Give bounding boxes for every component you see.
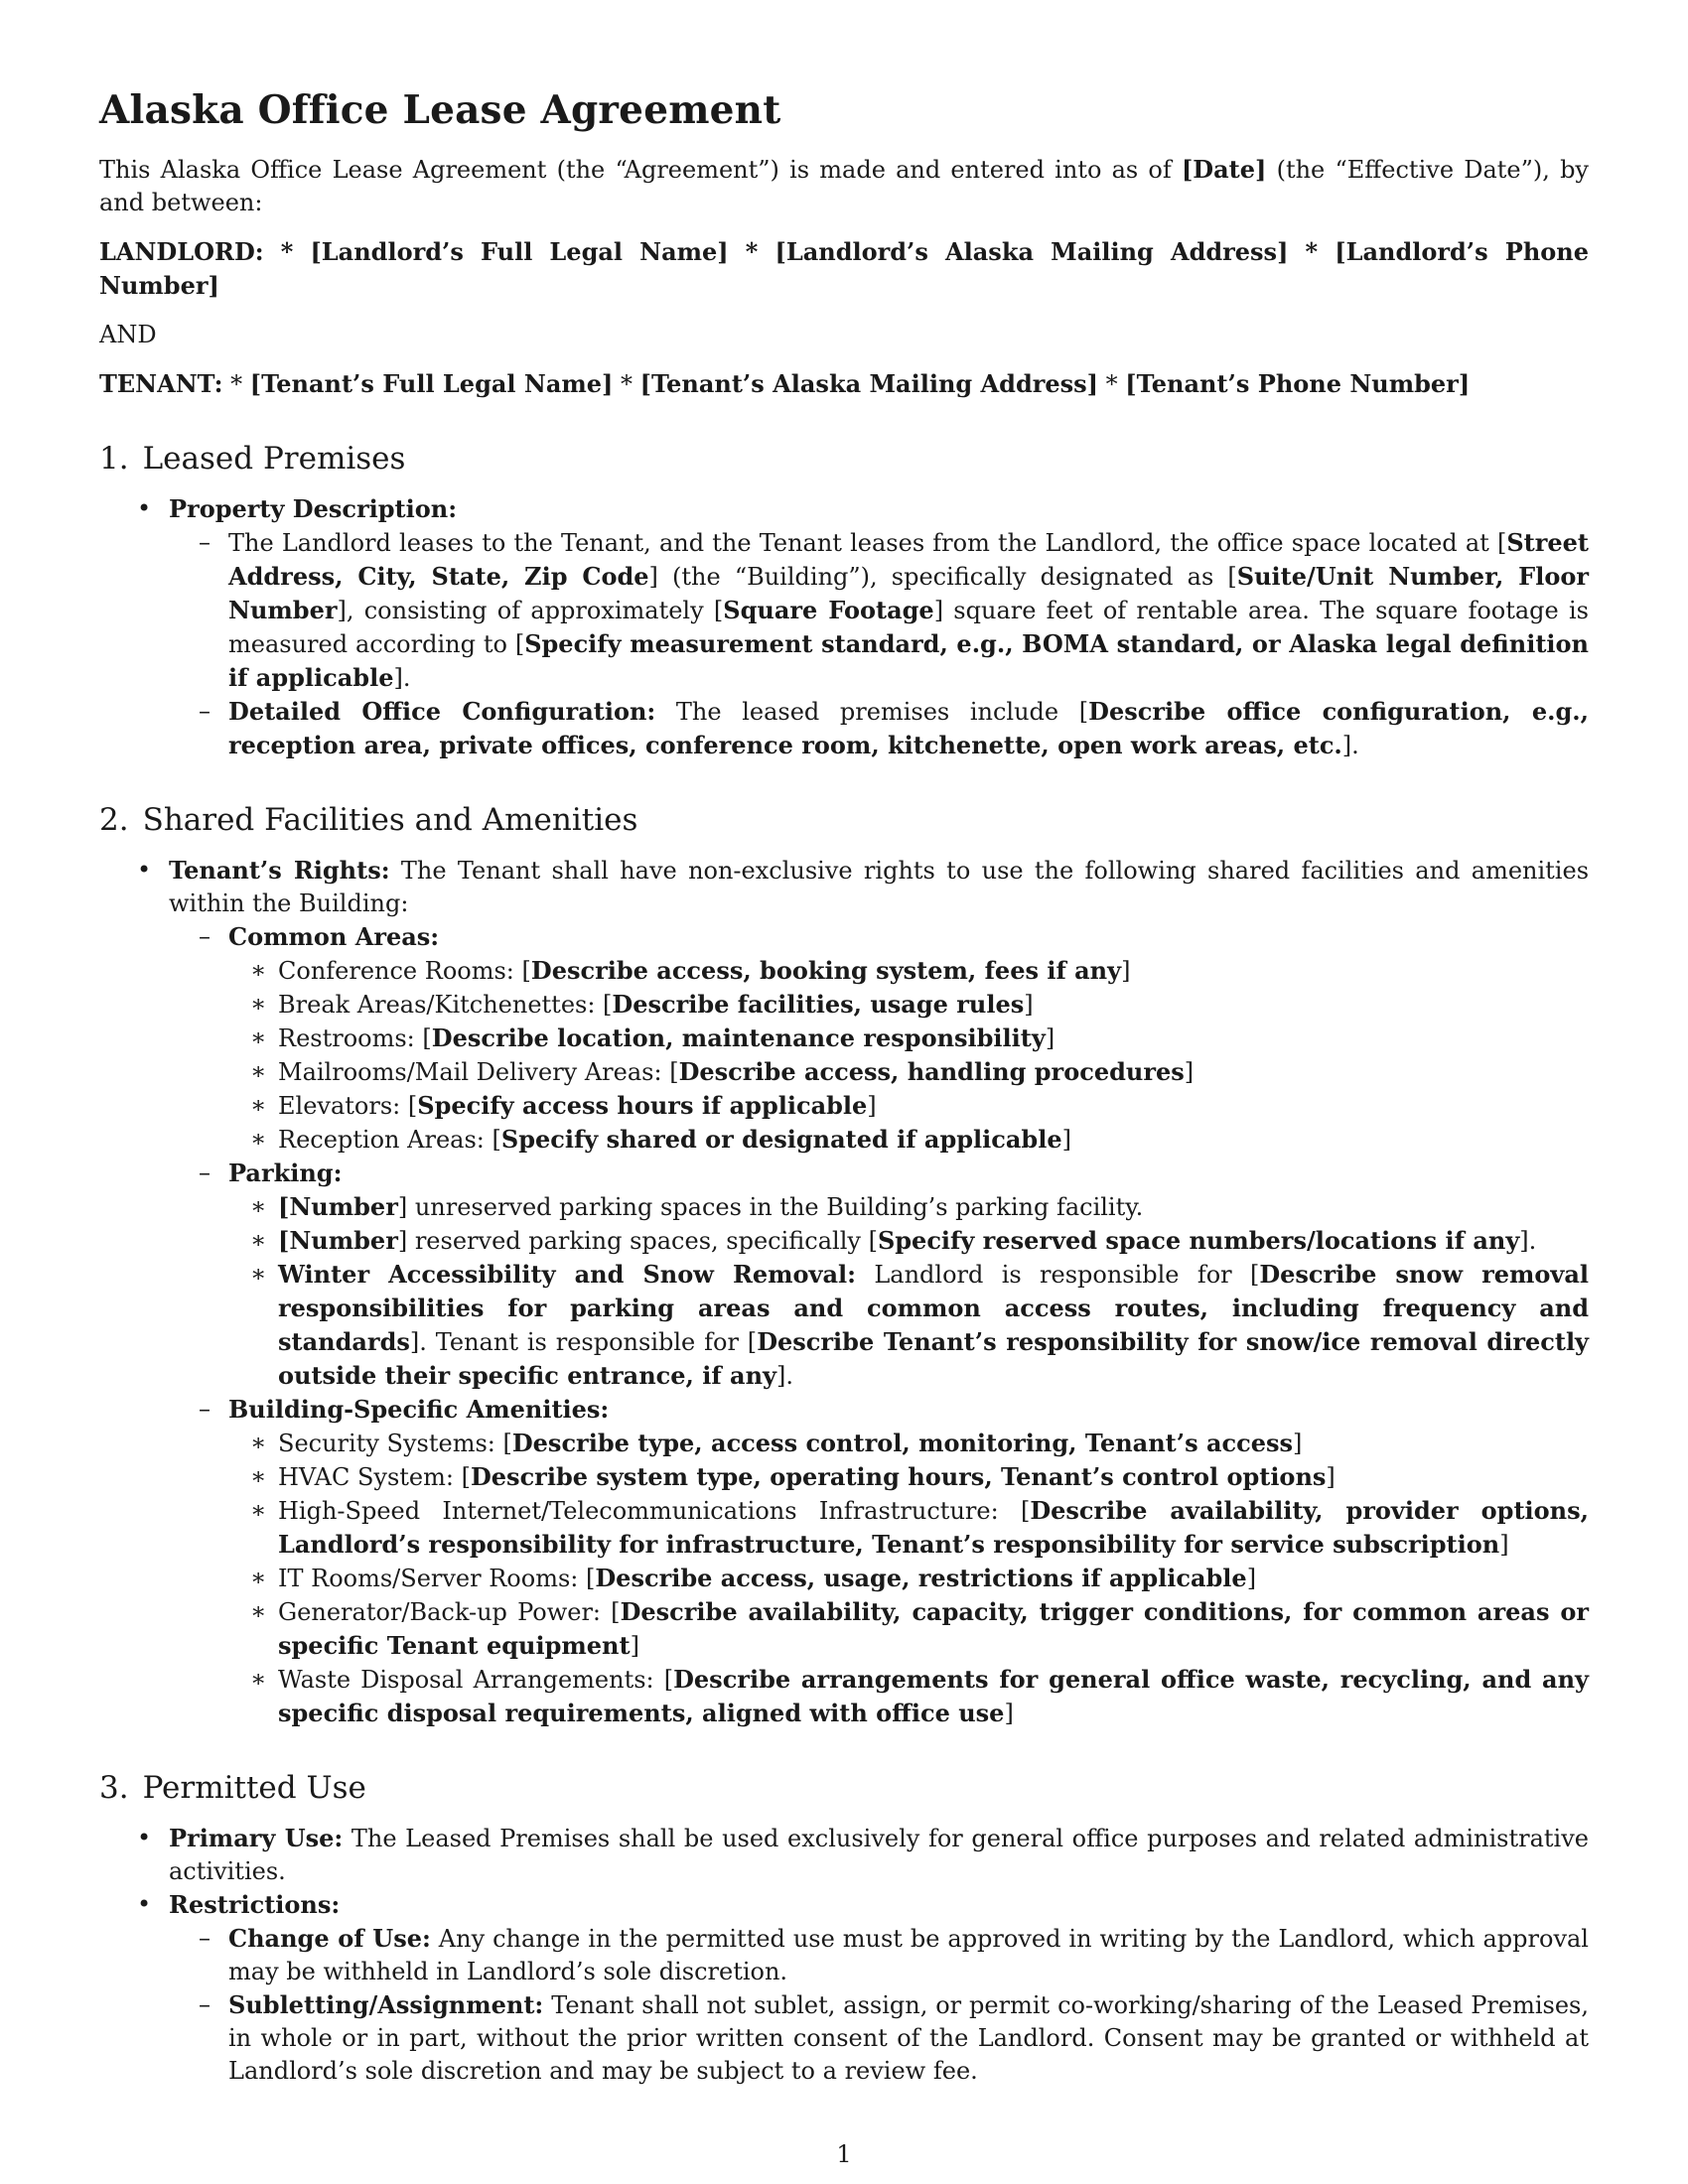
parking-item: – Parking: ∗ [Number] unreserved parking spaces in the Building’s parking facility. ∗ [Number] reserved parking spaces, specifically [Specify reserved space numbers/locations if any]. ∗ Winter Accessibility and Snow Removal: Landlord is responsible for [Describe snow removal responsibilities for parking areas and common access routes, including frequency and standards]. Tenant is responsible for [Describe Tenant’s responsibility for snow/ice removal directly outside their specific entrance, if any].	[169, 1157, 1589, 1393]
section-heading-shared-facilities: 2. Shared Facilities and Amenities	[99, 802, 638, 838]
section-heading-leased-premises: 1. Leased Premises	[99, 441, 406, 477]
intro-paragraph: This Alaska Office Lease Agreement (the “Agreement”) is made and entered into as of [Date] (the “Effective Date”), by and between:	[99, 155, 1589, 216]
list-item: ∗ IT Rooms/Server Rooms: [Describe access, usage, restrictions if applicable]	[228, 1562, 1589, 1595]
leased-premises-list	[99, 492, 1589, 762]
property-description-item: – The Landlord leases to the Tenant, and the Tenant leases from the Landlord, the office space located at [Street Address, City, State, Zip Code] (the “Building”), specifically designated as [Suite/Unit Number, Floor Number], consisting of approximately [Square Footage] square feet of rentable area. The square footage is measured according to [Specify measurement standard, e.g., BOMA standard, or Alaska legal definition if applicable].	[169, 526, 1589, 695]
shared-facilities-list	[99, 854, 1589, 1730]
list-item: ∗ High-Speed Internet/Telecommunications Infrastructure: [Describe availability, provider options, Landlord’s responsibility for infrastructure, Tenant’s responsibility for service subscription]	[228, 1494, 1589, 1562]
landlord-label: LANDLORD:	[99, 237, 264, 266]
change-of-use-item: – Change of Use: Any change in the permitted use must be approved in writing by the Landlord, which approval may be withheld in Landlord’s sole discretion.	[169, 1922, 1589, 1988]
tenant-phone-placeholder: [Tenant’s Phone Number]	[1125, 369, 1471, 398]
page-number: 1	[836, 2140, 852, 2168]
tenant-address-placeholder: [Tenant’s Alaska Mailing Address]	[639, 369, 1099, 398]
list-item: ∗ Mailrooms/Mail Delivery Areas: [Describe access, handling procedures]	[228, 1055, 1589, 1089]
list-item: ∗ Restrooms: [Describe location, maintenance responsibility]	[228, 1022, 1589, 1055]
tenant-name-placeholder: [Tenant’s Full Legal Name]	[249, 369, 614, 398]
permitted-use-list	[99, 1822, 1589, 2088]
list-item: ∗ [Number] unreserved parking spaces in the Building’s parking facility.	[228, 1190, 1589, 1224]
effective-date-placeholder: [Date]	[1181, 155, 1267, 184]
tenant-block: TENANT: * [Tenant’s Full Legal Name] * [Tenant’s Alaska Mailing Address] * [Tenant’s Phone Number]	[99, 369, 1471, 398]
tenant-label: TENANT:	[99, 369, 223, 398]
and-separator: AND	[99, 321, 157, 348]
common-areas-item: – Common Areas: ∗ Conference Rooms: [Describe access, booking system, fees if any] ∗ Break Areas/Kitchenettes: [Describe facilities, usage rules] ∗ Restrooms: [Describe location, maintenance responsibility] ∗ Mailrooms/Mail Delivery Areas: [Describe access, handling procedures] ∗ Elevators: [Specify access hours if applicable] ∗ Reception Areas: [Specify shared or designated if applicable]	[169, 920, 1589, 1157]
restrictions-item: • Restrictions: – Change of Use: Any change in the permitted use must be approved in writing by the Landlord, which approval may be withheld in Landlord’s sole discretion. – Subletting/Assignment: Tenant shall not sublet, assign, or permit co-working/sharing of the Leased Premises, in whole or in part, without the prior written consent of the Landlord. Consent may be granted or withheld at Landlord’s sole discretion and may be subject to a review fee.	[99, 1888, 1589, 2088]
office-configuration-item: – Detailed Office Configuration: The leased premises include [Describe office configuration, e.g., reception area, private offices, conference room, kitchenette, open work areas, etc.].	[169, 695, 1589, 762]
list-item: • Property Description: – The Landlord leases to the Tenant, and the Tenant leases from the Landlord, the office space located at [Street Address, City, State, Zip Code] (the “Building”), specifically designated as [Suite/Unit Number, Floor Number], consisting of approximately [Square Footage] square feet of rentable area. The square footage is measured according to [Specify measurement standard, e.g., BOMA standard, or Alaska legal definition if applicable]. – Detailed Office Configuration: The leased premises include [Describe office configuration, e.g., reception area, private offices, conference room, kitchenette, open work areas, etc.].	[99, 492, 1589, 762]
list-item: ∗ [Number] reserved parking spaces, specifically [Specify reserved space numbers/locations if any].	[228, 1224, 1589, 1258]
list-item: ∗ HVAC System: [Describe system type, operating hours, Tenant’s control options]	[228, 1460, 1589, 1494]
list-item: ∗ Elevators: [Specify access hours if applicable]	[228, 1089, 1589, 1123]
section-heading-permitted-use: 3. Permitted Use	[99, 1770, 366, 1806]
list-item: ∗ Security Systems: [Describe type, access control, monitoring, Tenant’s access]	[228, 1427, 1589, 1460]
list-item: ∗ Waste Disposal Arrangements: [Describe arrangements for general office waste, recycling, and any specific disposal requirements, aligned with office use]	[228, 1663, 1589, 1730]
primary-use-item: • Primary Use: The Leased Premises shall be used exclusively for general office purposes and related administrative activities.	[99, 1822, 1589, 1888]
landlord-block	[99, 235, 1589, 303]
list-item: ∗ Reception Areas: [Specify shared or designated if applicable]	[228, 1123, 1589, 1157]
list-item: ∗ Generator/Back-up Power: [Describe availability, capacity, trigger conditions, for common areas or specific Tenant equipment]	[228, 1595, 1589, 1663]
subletting-item: – Subletting/Assignment: Tenant shall not sublet, assign, or permit co-working/sharing of the Leased Premises, in whole or in part, without the prior written consent of the Landlord. Consent may be granted or withheld at Landlord’s sole discretion and may be subject to a review fee.	[169, 1988, 1589, 2088]
document-title: Alaska Office Lease Agreement	[99, 87, 781, 133]
list-item: • Tenant’s Rights: The Tenant shall have non-exclusive rights to use the following shared facilities and amenities within the Building: – Common Areas: ∗ Conference Rooms: [Describe access, booking system, fees if any] ∗ Break Areas/Kitchenettes: [Describe facilities, usage rules] ∗ Restrooms: [Describe location, maintenance responsibility] ∗ Mailrooms/Mail Delivery Areas: [Describe access, handling procedures] ∗ Elevators: [Specify access hours if applicable] ∗ Reception Areas: [Specify shared or designated if applicable] – Parking: ∗ [Number] unreserved parking spaces in the Building’s parking facility. ∗ [Number] reserved parking spaces, specifically [Specify reserved space numbers/locations if any]. ∗ Winter Accessibility and Snow Removal: Landlord is responsible for [Describe snow removal responsibilities for parking areas and common access routes, including frequency and standards]. Tenant is responsible for [Describe Tenant’s responsibility for snow/ice removal directly outside their specific entrance, if any]. – Building-Specific Amenities: ∗ Security Systems: [Describe type, access control, monitoring, Tenant’s access] ∗ HVAC System: [Describe system type, operating hours, Tenant’s control options] ∗ High-Speed Internet/Telecommunications Infrastructure: [Describe availability, provider options, Landlord’s responsibility for infrastructure, Tenant’s responsibility for service subscription] ∗ IT Rooms/Server Rooms: [Describe access, usage, restrictions if applicable] ∗ Generator/Back-up Power: [Describe availability, capacity, trigger conditions, for common areas or specific Tenant equipment] ∗ Waste Disposal Arrangements: [Describe arrangements for general office waste, recycling, and any specific disposal requirements, aligned with office use]	[99, 854, 1589, 1730]
list-item: ∗ Break Areas/Kitchenettes: [Describe facilities, usage rules]	[228, 988, 1589, 1022]
landlord-details: * [Landlord’s Full Legal Name] * [Landlord’s Alaska Mailing Address] * [Landlord’s Phone Number]	[99, 237, 1589, 300]
list-item: ∗ Conference Rooms: [Describe access, booking system, fees if any]	[228, 954, 1589, 988]
winter-accessibility-item: ∗ Winter Accessibility and Snow Removal: Landlord is responsible for [Describe snow removal responsibilities for parking areas and common access routes, including frequency and standards]. Tenant is responsible for [Describe Tenant’s responsibility for snow/ice removal directly outside their specific entrance, if any].	[228, 1258, 1589, 1393]
building-amenities-item: – Building-Specific Amenities: ∗ Security Systems: [Describe type, access control, monitoring, Tenant’s access] ∗ HVAC System: [Describe system type, operating hours, Tenant’s control options] ∗ High-Speed Internet/Telecommunications Infrastructure: [Describe availability, provider options, Landlord’s responsibility for infrastructure, Tenant’s responsibility for service subscription] ∗ IT Rooms/Server Rooms: [Describe access, usage, restrictions if applicable] ∗ Generator/Back-up Power: [Describe availability, capacity, trigger conditions, for common areas or specific Tenant equipment] ∗ Waste Disposal Arrangements: [Describe arrangements for general office waste, recycling, and any specific disposal requirements, aligned with office use]	[169, 1393, 1589, 1730]
